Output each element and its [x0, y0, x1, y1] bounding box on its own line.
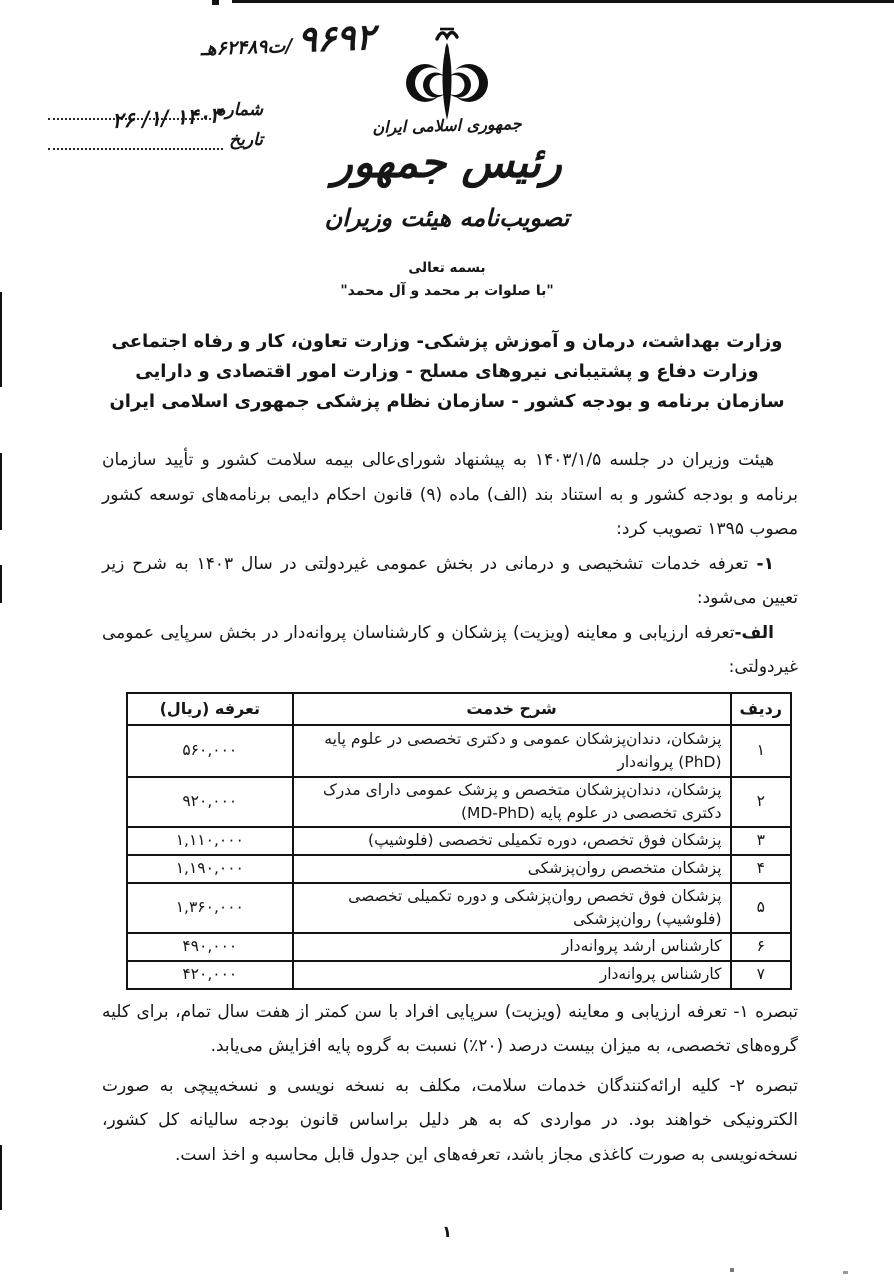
service-description-cell: پزشکان، دندان‌پزشکان متخصص و پزشک عمومی دارای مدرک دکتری تخصصی در علوم پایه (MD-PhD) — [293, 777, 731, 827]
tariff-table-row — [127, 827, 791, 855]
reference-number-main: ۹۶۹۲ — [296, 16, 376, 61]
tariff-table-row — [127, 883, 791, 933]
tariff-table-row — [127, 961, 791, 989]
addressee-line: سازمان برنامه و بودجه کشور - سازمان نظام پزشکی جمهوری اسلامی ایران — [109, 391, 785, 412]
tariff-amount-cell: ۴۹۰,۰۰۰ — [127, 933, 293, 961]
note-2-paragraph — [102, 1069, 798, 1173]
row-number-cell: ۳ — [731, 827, 791, 855]
scan-artifact-dot — [843, 1271, 848, 1274]
row-number-cell: ۱ — [731, 725, 791, 777]
column-header-service: شرح خدمت — [293, 693, 731, 725]
reference-number-suffix: /ت۶۲۴۸۹هـ — [200, 34, 293, 61]
state-name: جمهوری اسلامی ایران — [372, 114, 522, 137]
tariff-table-row — [127, 855, 791, 883]
row-number-cell: ۷ — [731, 961, 791, 989]
column-header-tariff: تعرفه (ریال) — [127, 693, 293, 725]
date-label: تاریخ — [229, 130, 263, 150]
tariff-table-row — [127, 725, 791, 777]
note-2-label: تبصره ۲- — [719, 1075, 798, 1096]
handwritten-date-value: ۱۴۰۳ /۱/ ۲۶ — [111, 102, 222, 133]
intro-paragraph: هیئت وزیران در جلسه ۱۴۰۳/۱/۵ به پیشنهاد شورای‌عالی بیمه سلامت کشور و تأیید سازمان برنامه و بودجه کشور و به استناد بند (الف) ماده (۹) قانون احکام دایمی برنامه‌های توسعه کشور مصوب ۱۳۹۵ تصویب کرد: — [102, 450, 798, 539]
besmele-line: بسمه تعالی — [408, 260, 486, 276]
addressee-line: وزارت دفاع و پشتیبانی نیروهای مسلح - وزارت امور اقتصادی و دارایی — [135, 361, 759, 382]
addressees-list — [0, 327, 894, 417]
tariff-table — [126, 692, 792, 990]
page-number: ۱ — [442, 1222, 452, 1241]
tariff-amount-cell: ۴۲۰,۰۰۰ — [127, 961, 293, 989]
note-1-paragraph — [102, 995, 798, 1064]
tariff-amount-cell: ۹۲۰,۰۰۰ — [127, 777, 293, 827]
row-number-cell: ۵ — [731, 883, 791, 933]
salavat-line: "با صلوات بر محمد و آل محمد" — [340, 283, 554, 299]
column-header-row-number: ردیف — [731, 693, 791, 725]
item-1-number: ۱- — [748, 553, 774, 574]
row-number-cell: ۲ — [731, 777, 791, 827]
tariff-table-row — [127, 933, 791, 961]
row-number-cell: ۴ — [731, 855, 791, 883]
service-description-cell: پزشکان فوق تخصص، دوره تکمیلی تخصصی (فلوشیپ) — [293, 827, 731, 855]
tariff-table-header-row — [127, 693, 791, 725]
scan-artifact-line — [0, 1145, 2, 1210]
tariff-amount-cell: ۵۶۰,۰۰۰ — [127, 725, 293, 777]
reference-number — [34, 16, 375, 70]
tariff-amount-cell: ۱,۱۹۰,۰۰۰ — [127, 855, 293, 883]
item-alef-text: تعرفه ارزیابی و معاینه (ویزیت) پزشکان و کارشناسان پروانه‌دار در بخش سرپایی عمومی غیردولتی: — [102, 622, 798, 677]
scan-artifact-line — [0, 565, 2, 603]
scan-artifact-mark — [212, 0, 219, 5]
addressee-line: وزارت بهداشت، درمان و آموزش پزشکی- وزارت تعاون، کار و رفاه اجتماعی — [111, 331, 783, 352]
row-number-cell: ۶ — [731, 933, 791, 961]
service-description-cell: پزشکان، دندان‌پزشکان عمومی و دکتری تخصصی در علوم پایه (PhD) پروانه‌دار — [293, 725, 731, 777]
note-2-text: کلیه ارائه‌کنندگان خدمات سلامت، مکلف به نسخه نویسی و نسخه‌پیچی به صورت الکترونیکی خواهند بود. در مواردی که به هر دلیل براساس قانون بودجه سالیانه کل کشور، نسخه‌نویسی به صورت کاغذی مجاز باشد، تعرفه‌های این جدول قابل محاسبه و اخذ است. — [102, 1075, 798, 1165]
service-description-cell: پزشکان متخصص روان‌پزشکی — [293, 855, 731, 883]
tariff-amount-cell: ۱,۳۶۰,۰۰۰ — [127, 883, 293, 933]
service-description-cell: کارشناس پروانه‌دار — [293, 961, 731, 989]
note-1-text: تعرفه ارزیابی و معاینه (ویزیت) سرپایی افراد با سن کمتر از هفت سال تمام، برای کلیه گروه‌های تخصصی، به میزان بیست درصد (۲۰٪) نسبت به گروه پایه افزایش می‌یابد. — [102, 1001, 798, 1056]
item-alef-paragraph — [102, 616, 798, 685]
scan-artifact-dot — [730, 1268, 734, 1272]
tariff-table-row — [127, 777, 791, 827]
item-alef-label: الف- — [734, 622, 774, 643]
decree-body — [102, 443, 798, 1172]
document-type-title: تصویب‌نامه هیئت وزیران — [324, 203, 570, 232]
scan-artifact-line — [0, 453, 2, 530]
note-1-label: تبصره ۱- — [726, 1001, 798, 1022]
service-description-cell: پزشکان فوق تخصص روان‌پزشکی و دوره تکمیلی تخصصی (فلوشیپ) روان‌پزشکی — [293, 883, 731, 933]
item-1-paragraph — [102, 547, 798, 616]
tariff-amount-cell: ۱,۱۱۰,۰۰۰ — [127, 827, 293, 855]
number-label: شماره — [216, 100, 263, 120]
service-description-cell: کارشناس ارشد پروانه‌دار — [293, 933, 731, 961]
scan-artifact-line — [232, 0, 894, 3]
president-title: رئیس جمهور — [332, 138, 562, 188]
item-1-text: تعرفه خدمات تشخیصی و درمانی در بخش عمومی غیردولتی در سال ۱۴۰۳ به شرح زیر تعیین می‌شود: — [102, 553, 798, 608]
